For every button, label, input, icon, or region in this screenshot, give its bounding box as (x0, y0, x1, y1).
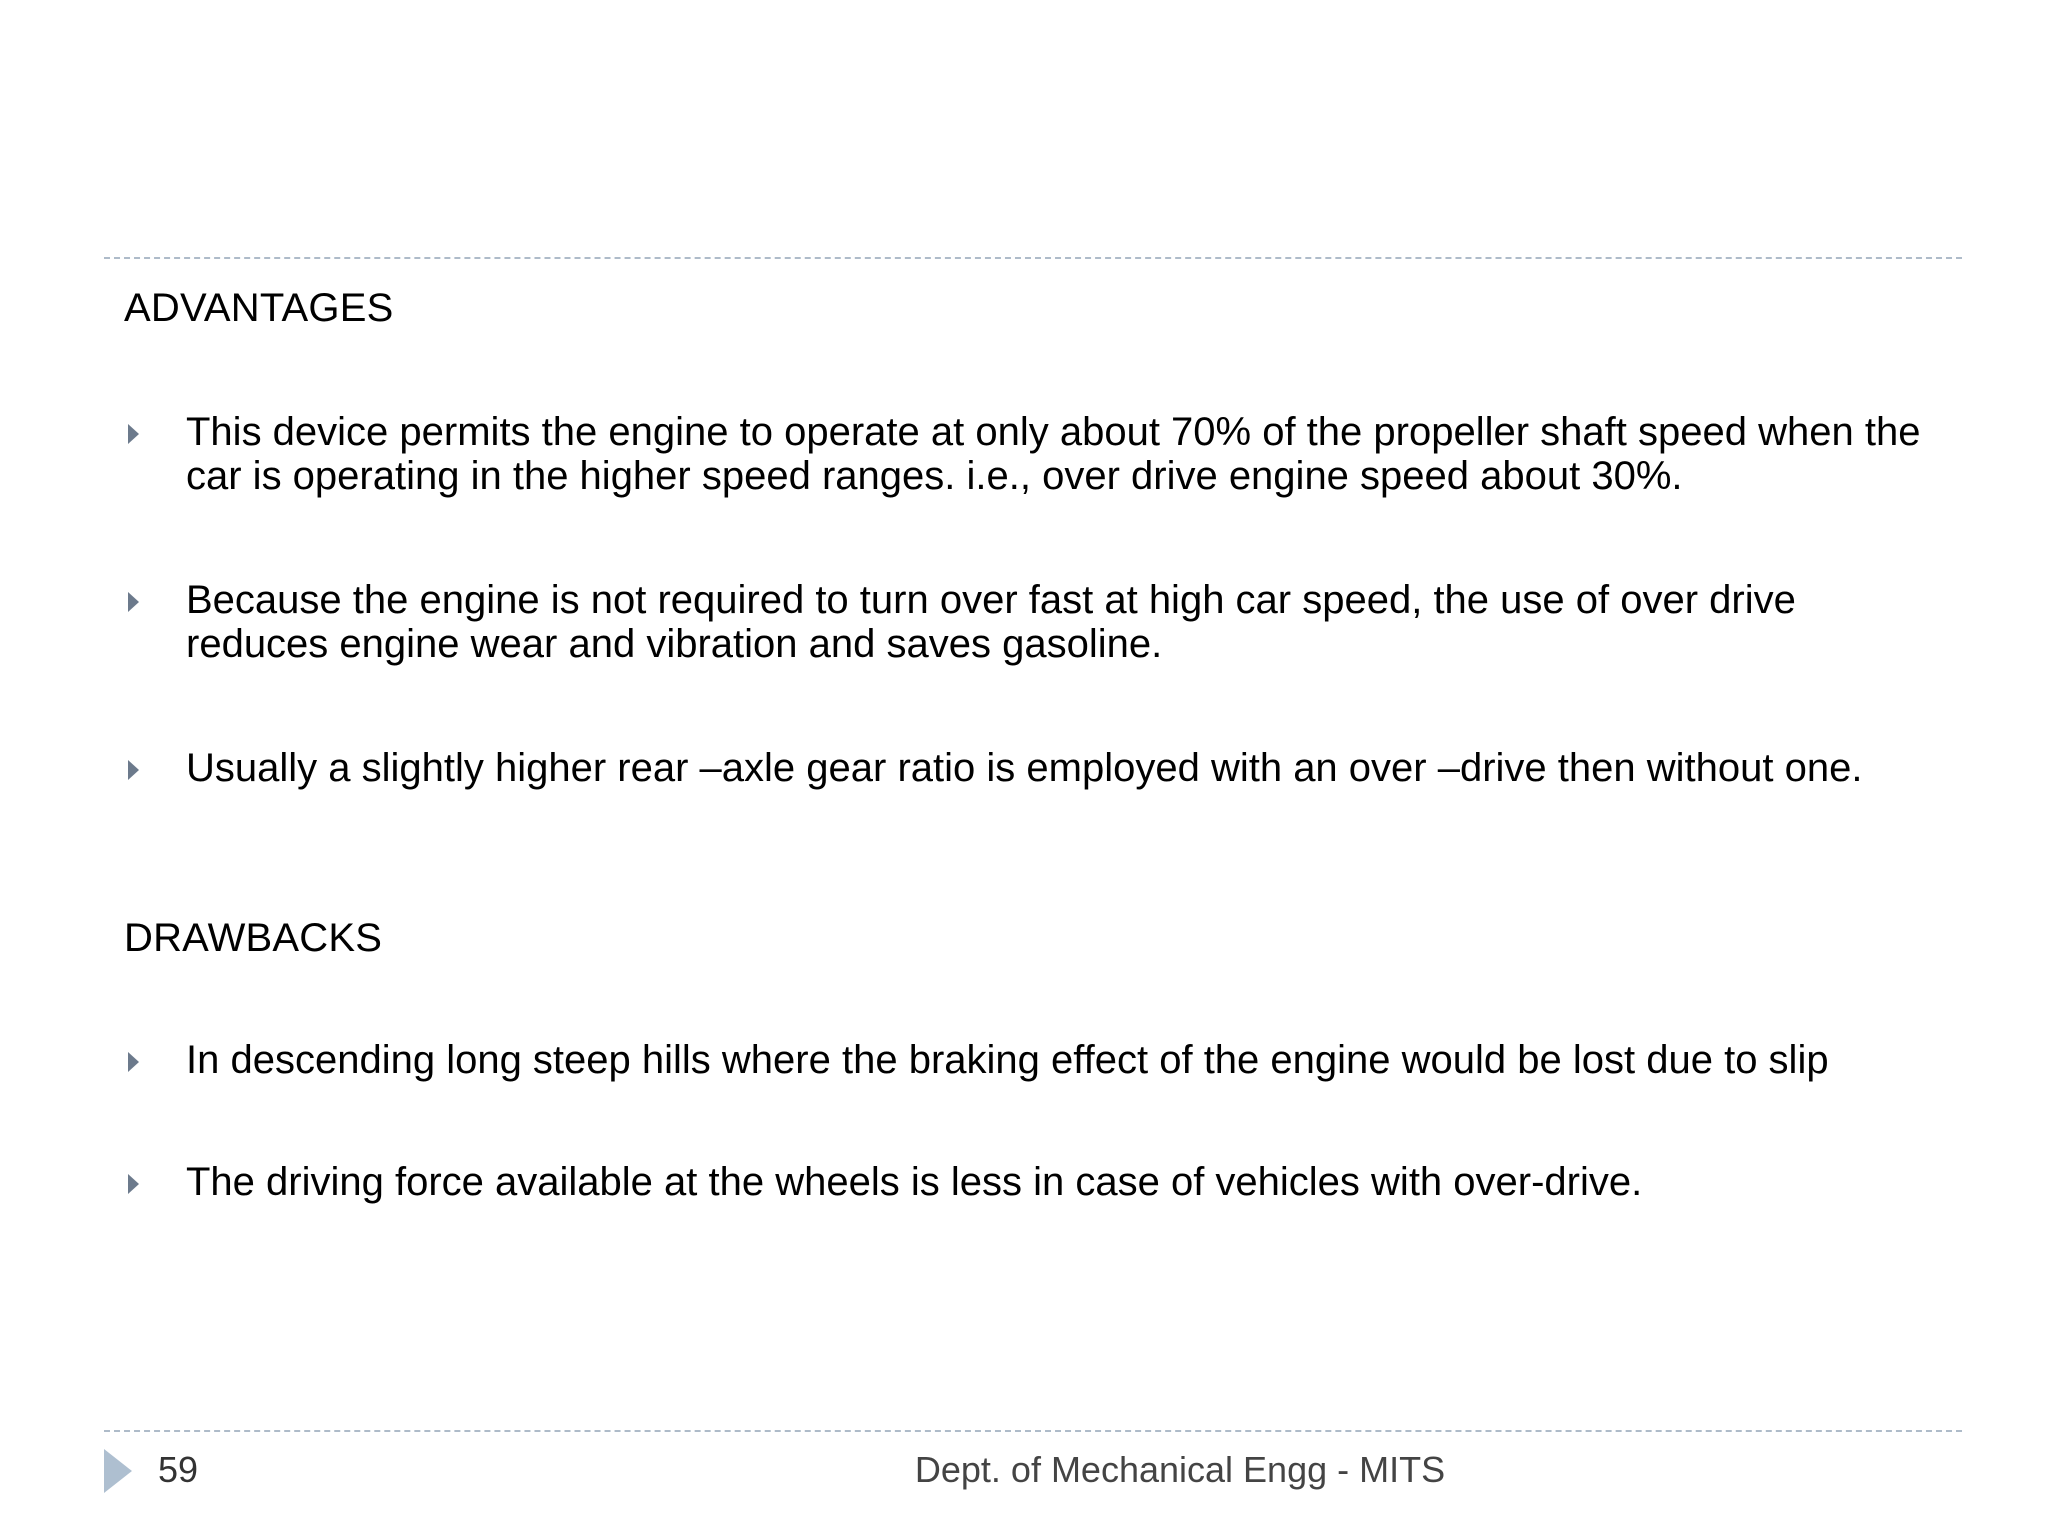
advantage-text-1: This device permits the engine to operate at only about 70% of the propeller shaft speed when the car is operating in the higher speed ranges. i.e., over drive engine speed about 30%. (186, 410, 1921, 498)
triangle-bullet-icon (128, 424, 139, 444)
triangle-bullet-icon (128, 760, 139, 780)
drawbacks-heading: DRAWBACKS (124, 916, 383, 960)
triangle-bullet-icon (128, 1174, 139, 1194)
drawback-text-2: The driving force available at the wheels is less in case of vehicles with over-drive. (186, 1160, 1643, 1204)
advantage-text-2: Because the engine is not required to turn over fast at high car speed, the use of over drive reduces engine wear and vibration and saves gasoline. (186, 578, 1796, 666)
advantages-heading: ADVANTAGES (124, 286, 394, 330)
triangle-bullet-icon (128, 592, 139, 612)
page-number: 59 (158, 1449, 199, 1490)
footer-department: Dept. of Mechanical Engg - MITS (914, 1449, 1446, 1490)
top-divider (104, 257, 1962, 259)
advantage-text-3: Usually a slightly higher rear –axle gear ratio is employed with an over –drive then without one. (186, 746, 1863, 790)
drawback-text-1: In descending long steep hills where the braking effect of the engine would be lost due to slip (186, 1038, 1829, 1082)
triangle-arrow-icon (104, 1449, 132, 1493)
bottom-divider (104, 1430, 1962, 1432)
triangle-bullet-icon (128, 1052, 139, 1072)
